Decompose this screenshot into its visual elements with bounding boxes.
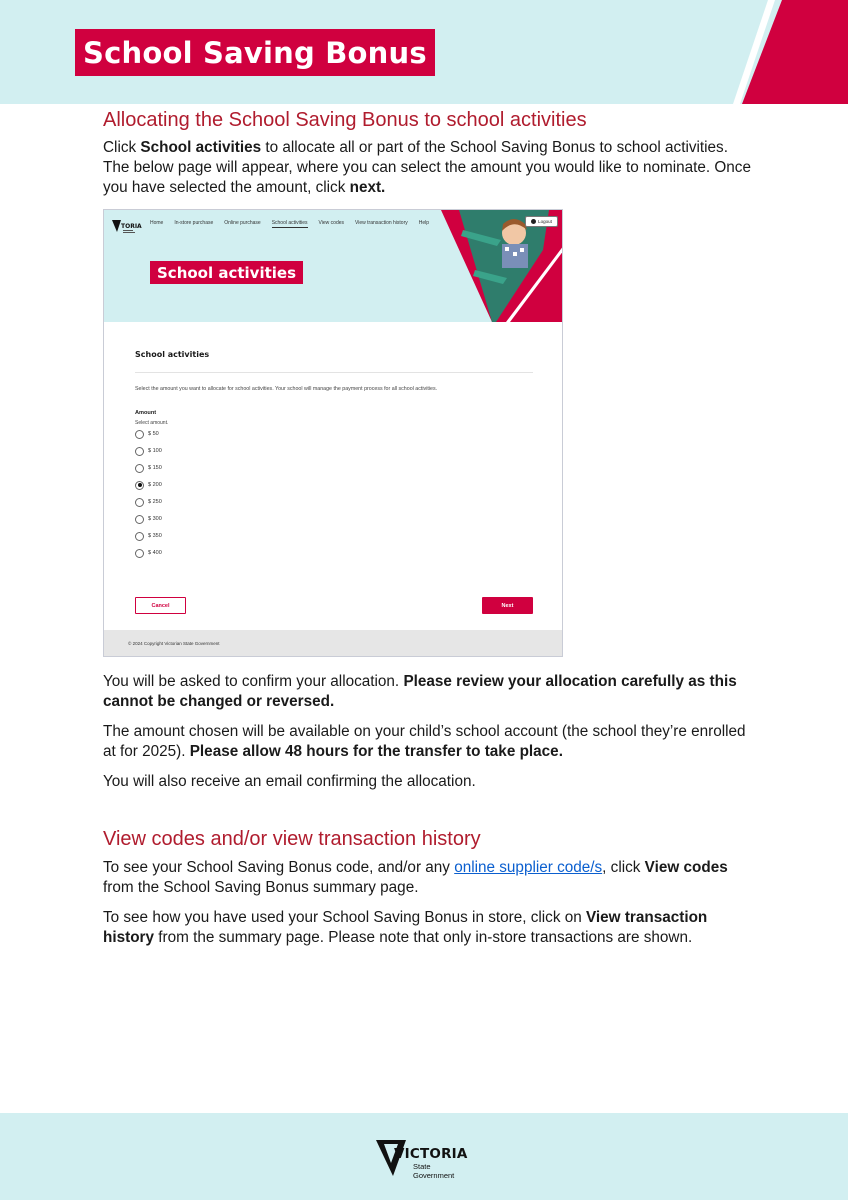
next-button[interactable]: Next xyxy=(482,597,533,614)
page-header xyxy=(0,0,848,104)
amount-hint: Select amount. xyxy=(135,420,169,426)
amount-option[interactable] xyxy=(135,446,162,456)
nav-item-help[interactable]: Help xyxy=(418,220,430,226)
amount-option-label: $ 200 xyxy=(148,482,162,488)
nav-item-view-codes[interactable]: View codes xyxy=(318,220,345,226)
amount-option-label: $ 250 xyxy=(148,499,162,505)
online-supplier-codes-link[interactable]: online supplier code/s xyxy=(454,859,603,876)
radio-button[interactable] xyxy=(135,549,144,558)
amount-option[interactable] xyxy=(135,548,162,558)
amount-option[interactable] xyxy=(135,463,162,473)
amount-option[interactable] xyxy=(135,497,162,507)
logout-button[interactable] xyxy=(525,216,558,227)
amount-option[interactable] xyxy=(135,514,162,524)
confirm-paragraph xyxy=(103,672,753,712)
screenshot-banner-title xyxy=(150,261,303,284)
logo-wordmark: VICTORIA xyxy=(394,1146,468,1162)
radio-button[interactable] xyxy=(135,498,144,507)
nav-item-home[interactable]: Home xyxy=(150,220,164,226)
amount-option-label: $ 50 xyxy=(148,431,159,437)
amount-option-label: $ 100 xyxy=(148,448,162,454)
body-text: from the School Saving Bonus summary page. xyxy=(103,879,419,896)
bold-text: School activities xyxy=(140,139,262,156)
section1-intro xyxy=(103,138,753,198)
availability-paragraph xyxy=(103,722,753,762)
bold-text: Please review your allocation carefully as this cannot be changed or reversed. xyxy=(103,673,737,710)
body-text: To see your School Saving Bonus code, and/or any xyxy=(103,859,455,876)
amount-label: Amount xyxy=(135,410,157,416)
body-text: You will be asked to confirm your allocation. xyxy=(103,673,404,690)
body-text: to allocate all or part of the School Saving Bonus to school activities. The below page will appear, where you can select the amount you would like to nominate. Once you have selected the amount, click xyxy=(103,139,751,196)
amount-option-label: $ 300 xyxy=(148,516,162,522)
divider xyxy=(135,372,533,373)
view-codes-paragraph xyxy=(103,858,753,898)
body-text: from the summary page. Please note that only in-store transactions are shown. xyxy=(154,929,693,946)
card-description: Select the amount you want to allocate for school activities. Your school will manage the payment process for all school activities. xyxy=(135,386,438,392)
bold-text: Please allow 48 hours for the transfer to take place. xyxy=(189,743,563,760)
body-text: The amount chosen will be available on your child’s school account (the school they’re enrolled at for 2025). xyxy=(103,723,746,760)
radio-button[interactable] xyxy=(135,515,144,524)
radio-button[interactable] xyxy=(135,532,144,541)
email-paragraph: You will also receive an email confirming the allocation. xyxy=(103,773,476,790)
logo-subtext xyxy=(413,1163,454,1180)
nav-item-school-activities[interactable]: School activities xyxy=(271,220,308,226)
card-heading: School activities xyxy=(135,350,210,359)
body-text: To see how you have used your School Saving Bonus in store, click on xyxy=(103,909,586,926)
amount-option[interactable] xyxy=(135,531,162,541)
radio-button[interactable] xyxy=(135,464,144,473)
bold-text: View codes xyxy=(644,859,728,876)
transaction-history-paragraph xyxy=(103,908,753,948)
amount-option-label: $ 400 xyxy=(148,550,162,556)
screenshot-nav xyxy=(150,220,429,228)
page-title: School Saving Bonus xyxy=(83,35,427,70)
amount-option[interactable] xyxy=(135,480,162,490)
copyright-text: © 2024 Copyright Victorian State Government xyxy=(128,641,220,646)
logo-subtext-line2: Government xyxy=(413,1170,455,1180)
user-icon xyxy=(531,219,536,224)
victoria-logo-icon xyxy=(112,219,146,237)
section-heading-view-codes: View codes and/or view transaction history xyxy=(103,828,481,850)
cancel-button[interactable]: Cancel xyxy=(135,597,186,614)
radio-button[interactable] xyxy=(135,447,144,456)
embedded-screenshot xyxy=(103,209,563,657)
page-title-box xyxy=(75,29,435,76)
nav-item-in-store-purchase[interactable]: In-store purchase xyxy=(174,220,214,226)
bold-text: View transaction history xyxy=(103,909,708,946)
body-text: Click xyxy=(103,139,141,156)
section-heading-allocating: Allocating the School Saving Bonus to school activities xyxy=(103,109,587,131)
amount-option-label: $ 350 xyxy=(148,533,162,539)
nav-item-online-purchase[interactable]: Online purchase xyxy=(224,220,261,226)
logo-subtext-line1: State xyxy=(413,1162,431,1171)
svg-text:TORIA: TORIA xyxy=(121,223,142,230)
banner-title-text: School activities xyxy=(157,263,297,282)
amount-option-label: $ 150 xyxy=(148,465,162,471)
nav-item-view-transaction-history[interactable]: View transaction history xyxy=(355,220,408,226)
amount-option[interactable] xyxy=(135,429,159,439)
radio-button[interactable] xyxy=(135,481,144,490)
bold-text: next. xyxy=(349,179,386,196)
screenshot-footer xyxy=(104,630,563,657)
radio-button[interactable] xyxy=(135,430,144,439)
logout-label: Logout xyxy=(538,219,552,224)
body-text: , click xyxy=(602,859,645,876)
